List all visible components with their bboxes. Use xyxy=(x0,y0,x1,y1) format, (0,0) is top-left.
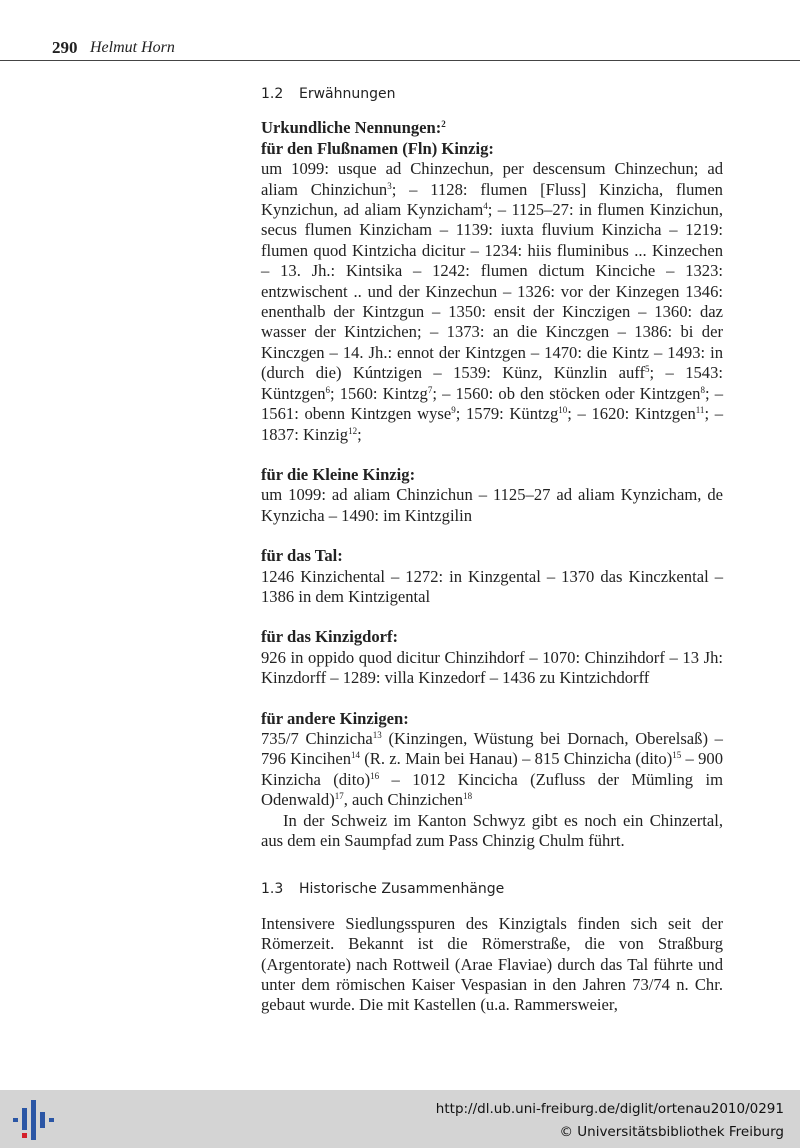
footnote-ref[interactable]: 15 xyxy=(672,750,682,761)
text-run: – 1012 Kincicha (Zufluss der Mümling im Odenwald) xyxy=(261,769,723,810)
urkundliche-heading-text: Urkundliche Nennungen: xyxy=(261,118,442,138)
text-run: , auch Chinzichen xyxy=(343,790,464,810)
text-run: ; – 1125–27: in flumen Kinzichun, secus flumen Kinzicham – 1139: iuxta fluvium Kinzicha – 1219: flumen quod Kintzicha dicitur – 1234: hiis fluminibus ... Kinzechen – 13. Jh.: Kintsika – 1242: flumen dictum Kinciche – 1323: entzwischent .. und der Kinzechun – 1326: vor der Kinzegen 1346: enenthalb der Kintzgun – 1350: ensit der Kinczigen – 1360: daz wasser der Kintzichen; – 1373: an die Kinczgen – 1386: bi der Kinczgen – 14. Jh.: ennot der Kintzgen – 1470: die Kintz – 1493: in (durch die) Kúntzigen – 1539: Künz, Künzlin auff xyxy=(261,200,723,383)
footnote-ref[interactable]: 17 xyxy=(334,791,344,802)
kleine-kinzig-text: um 1099: ad aliam Chinzichun – 1125–27 ad aliam Kynzicham, de Kynzicha – 1490: im Kintzgilin xyxy=(261,485,723,525)
university-library-logo-icon xyxy=(10,1098,56,1142)
spacer xyxy=(261,445,723,465)
kinzigdorf-text: 926 in oppido quod dicitur Chinzihdorf – 1070: Chinzihdorf – 13 Jh: Kinzdorff – 1289: villa Kinzedorf – 1436 zu Kintzichdorff xyxy=(261,647,723,688)
source-url-link[interactable]: http://dl.ub.uni-freiburg.de/diglit/ortenau2010/0291 xyxy=(435,1101,784,1117)
spacer xyxy=(261,689,723,709)
text-run: – 900 Kinzicha (dito) xyxy=(261,749,723,789)
section-title: Historische Zusammenhänge xyxy=(299,881,505,898)
footnote-ref[interactable]: 14 xyxy=(351,750,360,761)
footnote-ref[interactable]: 18 xyxy=(463,791,473,802)
section-number: 1.2 xyxy=(261,86,284,102)
text-run: um 1099: usque ad Chinzechun, per descensum Chinzechun; ad aliam Chinzichun xyxy=(261,159,723,199)
text-run: ; 1579: Küntzg xyxy=(455,404,559,424)
page-number: 290 xyxy=(52,38,78,57)
footnote-ref[interactable]: 9 xyxy=(451,405,456,416)
river-subheading: für den Flußnamen (Fln) Kinzig: xyxy=(261,138,494,158)
page-header xyxy=(0,38,800,61)
andere-kinzigen-text xyxy=(261,729,723,811)
section-title: Erwähnungen xyxy=(299,86,396,102)
footnote-ref[interactable]: 7 xyxy=(427,384,433,395)
footnote-ref[interactable]: 6 xyxy=(325,384,331,395)
kinzigdorf-heading: für das Kinzigdorf: xyxy=(261,627,399,647)
copyright-notice: © Universitätsbibliothek Freiburg xyxy=(559,1124,784,1140)
kleine-kinzig-heading: für die Kleine Kinzig: xyxy=(261,464,416,484)
text-run: ; – 1837: Kinzig xyxy=(261,404,723,444)
footnote-ref[interactable]: 8 xyxy=(700,384,705,395)
footnote-ref[interactable]: 10 xyxy=(558,405,568,416)
text-run: (Kinzingen, Wüstung bei Dornach, Oberelsaß) – 796 Kincihen xyxy=(261,728,723,769)
tal-text: 1246 Kinzichental – 1272: in Kinzgental – 1370 das Kinczkental – 1386 in dem Kintzigental xyxy=(261,566,723,606)
digital-library-footer xyxy=(0,1090,800,1148)
andere-kinzigen-heading: für andere Kinzigen: xyxy=(261,708,409,728)
text-run: ; – 1543: Küntzgen xyxy=(261,363,723,403)
text-run: ; – 1620: Kintzgen xyxy=(567,404,696,424)
river-mentions-paragraph xyxy=(261,159,723,445)
spacer xyxy=(261,607,723,627)
schweiz-paragraph: In der Schweiz im Kanton Schwyz gibt es noch ein Chinzertal, aus dem ein Saumpfad zum Pass Chinzig Chulm führt. xyxy=(261,810,723,850)
historische-paragraph: Intensivere Siedlungsspuren des Kinzigtals finden sich seit der Römerzeit. Bekannt ist die Römerstraße, die von Straßburg (Argentorate) nach Rottweil (Arae Flaviae) durch das Tal führte und unter dem römischen Kaiser Vespasian in den Jahren 73/74 n. Chr. gebaut wurde. Die mit Kastellen (u.a. Rammersweier, xyxy=(261,913,723,1015)
footnote-ref[interactable]: 11 xyxy=(695,405,705,416)
text-run: ; – 1561: obenn Kintzgen wyse xyxy=(261,383,723,424)
footnote-ref[interactable]: 13 xyxy=(372,729,382,740)
footnote-ref[interactable]: 5 xyxy=(645,364,650,375)
text-run: ; xyxy=(357,424,362,444)
footnote-ref[interactable]: 16 xyxy=(370,770,380,781)
spacer xyxy=(261,526,723,546)
footnote-ref[interactable]: 12 xyxy=(348,425,358,436)
section-heading-1-2 xyxy=(261,84,723,104)
footnote-ref[interactable]: 3 xyxy=(387,180,392,191)
section-heading-1-3 xyxy=(261,879,723,899)
page-body xyxy=(261,84,723,1016)
section-number: 1.3 xyxy=(261,881,284,898)
footnote-ref[interactable]: 2 xyxy=(441,119,446,130)
urkundliche-heading xyxy=(261,118,723,138)
tal-heading: für das Tal: xyxy=(261,546,343,566)
text-run: 735/7 Chinzicha xyxy=(261,728,373,748)
text-run: (R. z. Main bei Hanau) – 815 Chinzicha (dito) xyxy=(360,749,673,769)
footnote-ref[interactable]: 4 xyxy=(483,201,488,212)
text-run: ; 1560: Kintzg xyxy=(330,383,428,403)
running-head-author: Helmut Horn xyxy=(90,39,175,56)
text-run: ; – 1128: flumen [Fluss] Kinzicha, flumen Kynzichun, ad aliam Kynzicham xyxy=(261,179,723,220)
text-run: ; – 1560: ob den stöcken oder Kintzgen xyxy=(432,383,701,403)
